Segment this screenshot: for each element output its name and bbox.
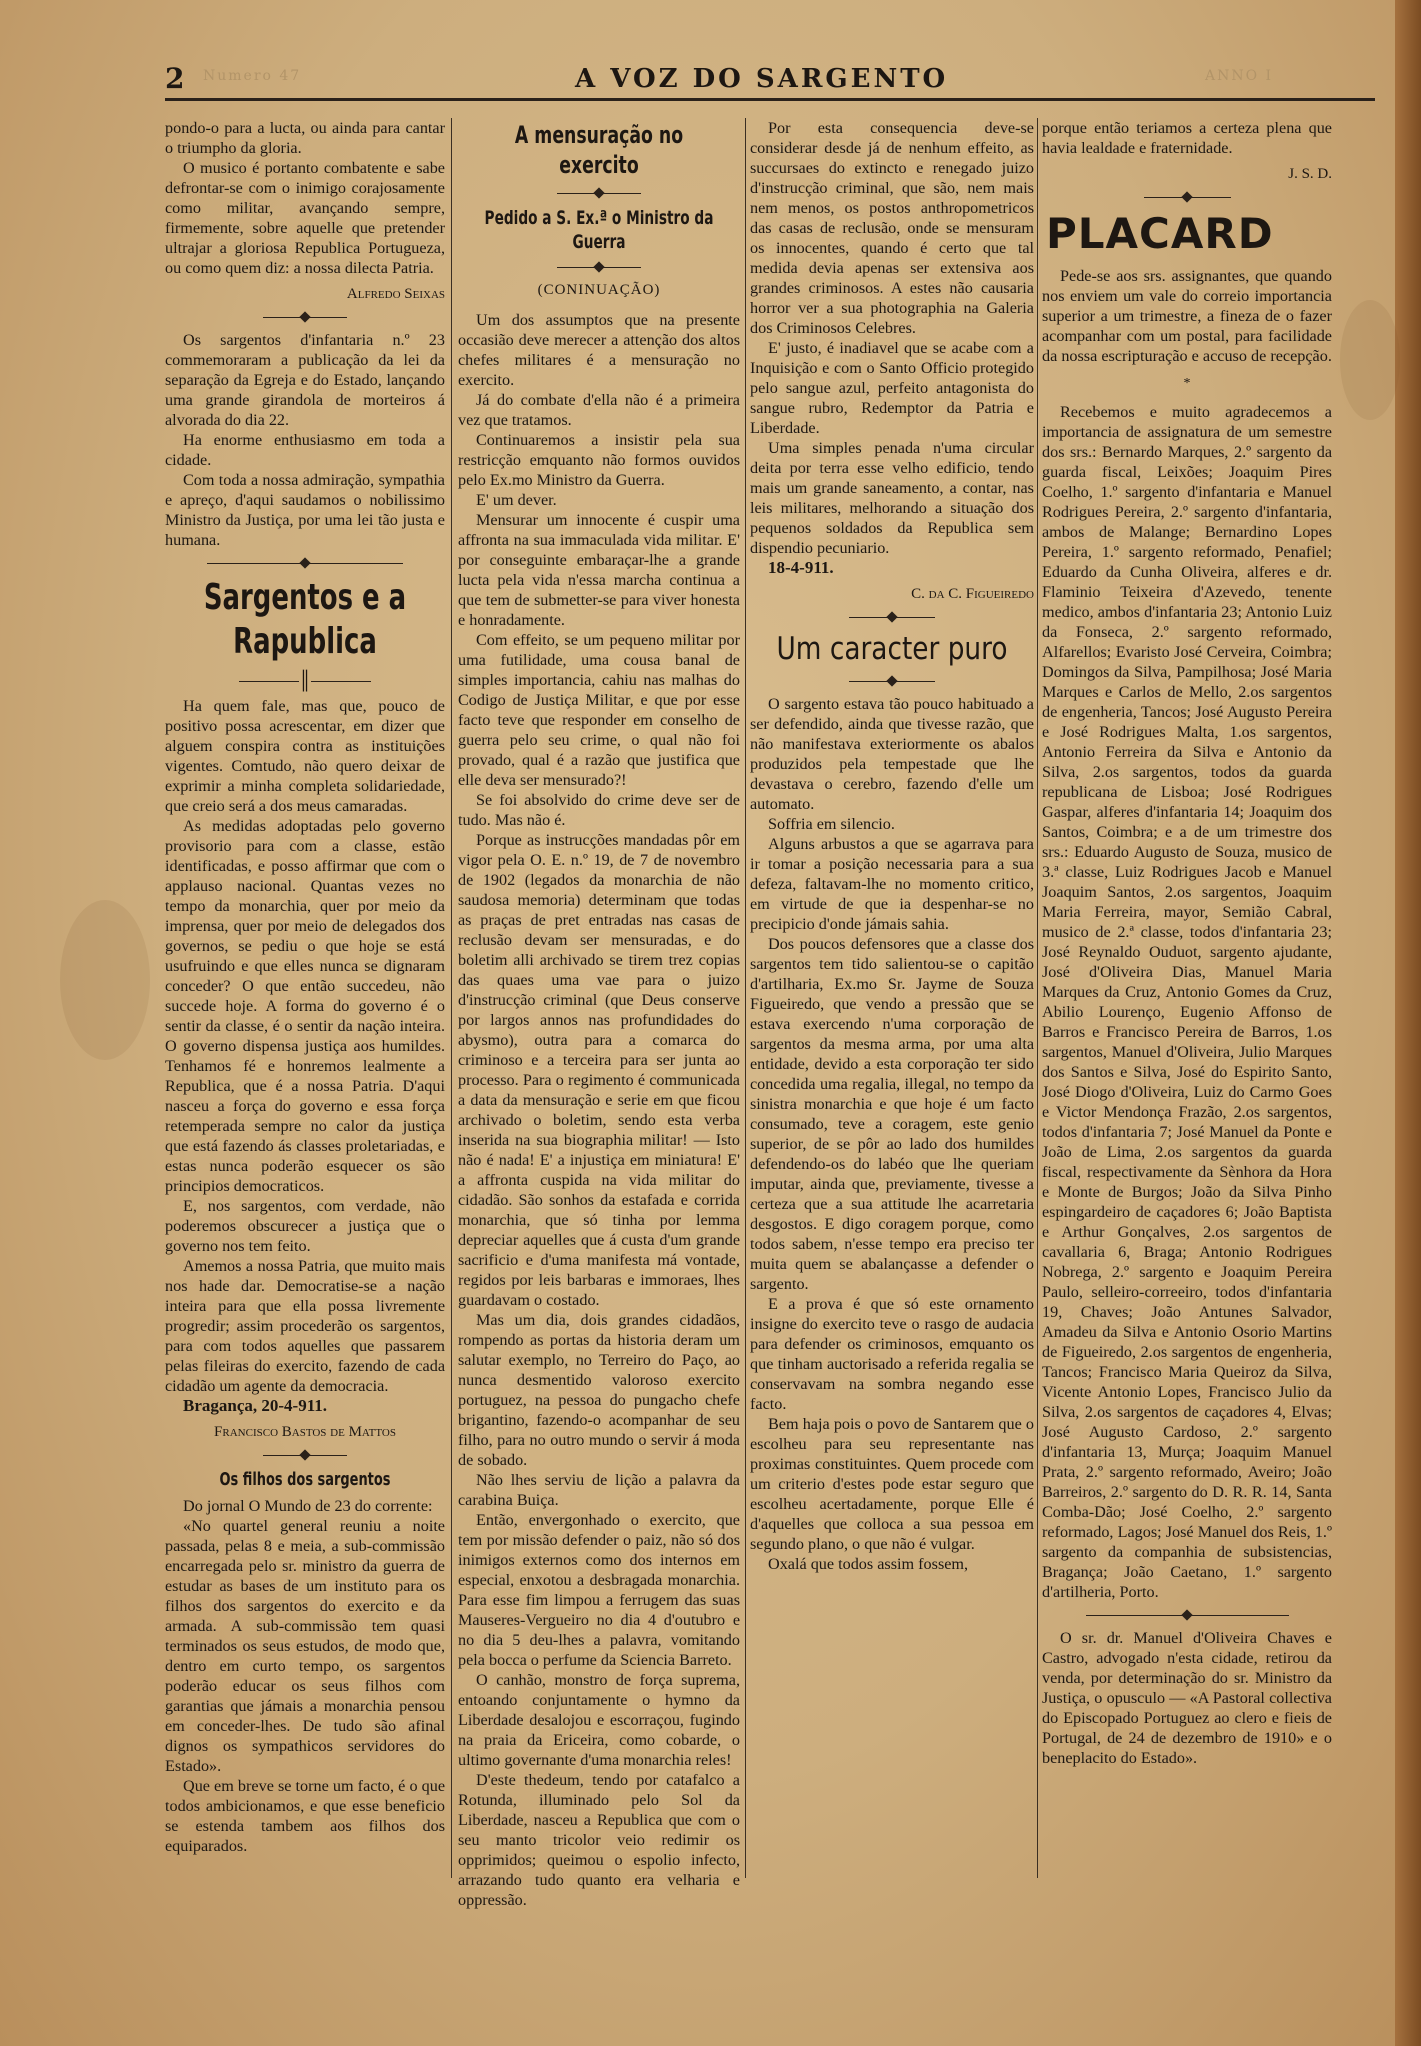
article-subtitle: Pedido a S. Ex.ª o Ministro da Guerra	[484, 207, 714, 253]
paper-stain	[1340, 300, 1400, 420]
paragraph: Ha enorme enthusiasmo em toda a cidade.	[165, 431, 445, 469]
paragraph: E a prova é que só este ornamento insigne do exercito teve o rasgo de audacia para defender os criminosos, emquanto os que tinham auctorisado a referida regalia se conservavam na sombra negando esse facto.	[750, 1295, 1034, 1413]
signature: C. da C. Figueiredo	[911, 586, 1034, 602]
paragraph: Bem haja pois o povo de Santarem que o escolheu para seu representante nas proximas constituintes. Quem procede com um criterio d'estes pode estar seguro que escolheu acertadamente, porque Elle é d'aquelles que colloca a sua pessoa em segundo plano, o que não é vulgar.	[750, 1415, 1034, 1553]
paragraph: Então, envergonhado o exercito, que tem por missão defender o paiz, não só dos inimigos externos como dos internos em especial, enxotou a desbragada monarchia. Para esse fim limpou a ferrugem das suas Mauseres-Vergueiro no dia 4 d'outubro e no dia 5 deu-lhes a palavra, vomitando pela bocca o perfume da Sciencia Barreto.	[458, 1511, 740, 1669]
paragraph: O sargento estava tão pouco habituado a ser defendido, ainda que tivesse razão, que não manifestava exteriormente os abalos produzidos pela tempestade que lhe devastava o cerebro, fazendo d'elle um automato.	[750, 695, 1034, 813]
paragraph: Mensurar um innocente é cuspir uma affronta na sua immaculada vida militar. E' por conseguinte embaraçar-lhe a grande lucta pela vida n'essa marcha continua a que tem de submetter-se para viver honesta e honradamente.	[458, 511, 740, 629]
article-date: 18-4-911.	[768, 558, 834, 577]
paragraph: Recebemos e muito agradecemos a importancia de assignatura de um semestre dos srs.: Bernardo Marques, 2.º sargento da guarda fiscal, Leixões; Joaquim Pires Coelho, 1.º sargento d'infantaria e Manuel Rodrigues Pereira, 2.º sargento d'infantaria, ambos de Malange; Bernardino Lopes Pereira, 1.º sargento reformado, Penafiel; Eduardo da Cunha Oliveira, alferes e dr. Flaminio Teixeira d'Azevedo, tenente medico, ambos d'infantaria 23; Antonio Luiz da Fonseca, 2.º sargento reformado, Alfarellos; Evaristo José Cerveira, Coimbra; Domingos da Silva, Pampilhosa; José Maria Marques e Carlos de Mello, 2.os sargentos de engenheria, Tancos; José Augusto Pereira e José Rodrigues Malta, 1.os sargentos, Antonio Ferreira da Silva e Antonio da Silva, 2.os sargentos, todos da guarda republicana de Lisboa; José Rodrigues Gaspar, alferes d'infantaria 14; Joaquim dos Santos, Coimbra; e a de um trimestre dos srs.: Eduardo Augusto de Souza, musico de 3.ª classe, Luiz Rodrigues Jacob e Manuel Joaquim Santos, 2.os sargentos, Joaquim Maria Ferreira, mayor, Semião Cabral, musico de 2.ª classe, todos d'infantaria 23; José Reynaldo Ouduot, sargento ajudante, José d'Oliveira Dias, Manuel Maria Marques da Cruz, Antonio Gomes da Cruz, Abilio Lourenço, Eugenio Affonso de Barros e Francisco Pereira de Barros, 1.os sargentos, Manuel d'Oliveira, Julio Marques dos Santos e Silva, José do Espirito Santo, José Diogo d'Oliveira, Luiz do Carmo Goes e Victor Mendonça Frazão, 2.os sargentos, todos d'infantaria 7; José Manuel da Ponte e João de Lima, 2.os sargentos da guarda fiscal, respectivamente da Sènhora da Hora e Monte de Burgos; João da Silva Pinho espingardeiro de caçadores 6; João Baptista e Arthur Gonçalves, 2.os sargentos de cavallaria 6, Braga; Antonio Rodrigues Nobrega, 2.º sargento e Joaquim Pereira Paulo, selleiro-correeiro, todos d'infantaria 19, Chaves; João Antunes Salvador, Amadeu da Silva e Antonio Osorio Martins de Figueiredo, 2.os sargentos de engenheria, Tancos; Francisco Maria Queiroz da Silva, Vicente Antonio Lopes, Francisco Julio da Silva, 2.os sargentos de caçadores 4, Elvas; José Augusto Cardoso, 2.º sargento d'infantaria 13, Murça; Joaquim Manuel Prata, 2.º sargento reformado, Aveiro; João Barreiros, 2.º sargento do D. R. R. 14, Santa Comba-Dão; José Coelho, 2.º sargento reformado, Lagos; José Manuel dos Reis, 1.º sargento da companhia de subsistencias, Bragança; João Caetano, 1.º sargento d'artilheria, Porto.	[1042, 403, 1332, 1601]
article-title: Sargentos e a Rapublica	[203, 577, 407, 662]
paragraph: Do jornal O Mundo de 23 do corrente:	[183, 1497, 433, 1515]
separator-ornament	[165, 310, 445, 324]
paragraph: Um dos assumptos que na presente occasião deve merecer a attenção dos altos chefes militares é a mensuração no exercito.	[458, 311, 740, 389]
article-title: A mensuração no exercito	[514, 121, 684, 179]
separator-ornament	[1042, 1608, 1332, 1622]
star-separator: *	[1183, 376, 1191, 391]
paragraph: Os sargentos d'infantaria n.º 23 commemoraram a publicação da lei da separação da Egreja e do Estado, lançando uma grande girandola de morteiros á alvorada do dia 22.	[165, 331, 445, 429]
paragraph: E' um dever.	[476, 491, 557, 509]
paragraph: pondo-o para a lucta, ou ainda para cantar o triumpho da gloria.	[165, 119, 445, 157]
paragraph: Já do combate d'ella não é a primeira vez que tratamos.	[458, 391, 740, 429]
paragraph: Mas um dia, dois grandes cidadãos, rompendo as portas da historia deram um salutar exemplo, no Terreiro do Paço, ao nunca desmentido valoroso exercito portuguez, na pessoa do pungacho chefe brigantino, fazendo-o acompanhar de seu filho, para no outro mundo o servir á moda de sobado.	[458, 1311, 740, 1469]
column-rule	[745, 118, 746, 1878]
column-rule	[451, 118, 452, 1878]
paragraph: Dos poucos defensores que a classe dos sargentos tem tido salientou-se o capitão d'artilharia, Ex.mo Sr. Jayme de Souza Figueiredo, que vendo a pressão que se estava exercendo n'uma corporação de sargentos da mesma arma, por uma alta entidade, devido a esta corporação ter sido concedida uma regalia, illegal, no tempo da sinistra monarchia e que hoje é um facto consumado, teve a coragem, este genio superior, de se pôr ao lado dos humildes defendendo-os do labéo que lhe queriam imputar, ainda que, previamente, tivesse a certeza que a sua attitude lhe acarretaria desgostos. E digo coragem porque, como todos sabem, n'esse tempo era preciso ter muita quem se abalançasse a defender o sargento.	[750, 935, 1034, 1293]
header-rule	[165, 98, 1375, 101]
paragraph: E, nos sargentos, com verdade, não poderemos obscurecer a justiça que o governo nos tem feito.	[165, 1197, 445, 1255]
column-4	[1042, 118, 1332, 2008]
paragraph: Uma simples penada n'uma circular deita por terra esse velho edificio, tendo mais um grande saneamento, a contar, nas leis militares, melhorando a situação dos pequenos soldados da Republica sem dispendio pecuniario.	[750, 439, 1034, 557]
ghost-text: Numero 47	[203, 68, 302, 84]
title-ornament: ║	[165, 670, 445, 690]
paragraph: Com toda a nossa admiração, sympathia e apreço, d'aqui saudamos o nobilissimo Ministro da Justiça, por uma lei tão justa e humana.	[165, 471, 445, 549]
separator-ornament	[165, 556, 445, 570]
separator-ornament	[458, 260, 740, 274]
paragraph: Alguns arbustos a que se agarrava para ir tomar a posição necessaria para a sua defeza, faltavam-lhe no momento critico, em virtude de que ia despenhar-se no precipicio d'onde jámais sahia.	[750, 835, 1034, 933]
paragraph: Soffria em silencio.	[768, 815, 895, 833]
paragraph: Que em breve se torne um facto, é o que todos ambicionamos, e que esse beneficio se estenda tambem aos filhos dos equiparados.	[165, 1777, 445, 1855]
article-title: Os filhos dos sargentos	[219, 1469, 391, 1490]
separator-ornament	[1042, 190, 1332, 204]
paragraph: O musico é portanto combatente e sabe defrontar-se com o inimigo corajosamente como militar, avançando sempre, firmemente, sobre aquelle que pretender ultrajar a gloriosa Republica Portugueza, ou como quem diz: a nossa dilecta Patria.	[165, 159, 445, 277]
section-title: PLACARD	[1046, 209, 1274, 258]
page-header	[165, 62, 1375, 102]
column-2	[458, 118, 740, 2008]
continuation-label: (CONINUAÇÃO)	[537, 282, 661, 298]
paragraph: Ha quem fale, mas que, pouco de positivo possa acrescentar, em dizer que alguem conspira contra as instituições vigentes. Comtudo, não quero deixar de exprimir a minha completa solidariedade, que creio será a dos meus camaradas.	[165, 697, 445, 815]
signature: Alfredo Seixas	[346, 286, 445, 302]
signature: Francisco Bastos de Mattos	[214, 1424, 396, 1440]
paragraph: «No quartel general reuniu a noite passada, pelas 8 e meia, a sub-commissão encarregada pelo sr. ministro da guerra de estudar as bases de um instituto para os filhos dos sargentos do exercito e da armada. A sub-commissão tem quasi terminados os seus estudos, de modo que, dentro em curto tempo, os sargentos poderão educar os seus filhos com garantias que jámais a monarchia pensou em conceder-lhes. De tudo são afinal dignos os sympathicos servidores do Estado».	[165, 1517, 445, 1775]
paragraph: Porque as instrucções mandadas pôr em vigor pela O. E. n.º 19, de 7 de novembro de 1902 (legados da monarchia de não saudosa memoria) determinam que todas as praças de pret entradas nas casas de reclusão devam ser mensuradas, e do boletim alli archivado se tirem trez copias das quaes uma vae para o juizo d'instrucção criminal (que Deus conserve por largos annos nas profundidades do abysmo), outra para a comarca do criminoso e a terceira para ser junta ao processo. Para o regimento é communicada a data da mensuração e serie em que ficou archivado o boletim, sendo esta verba inserida na sua biographia militar! — Isto não é nada! E' a injustiça em miniatura! E' a affronta cuspida na vida militar do cidadão. São sonhos da estafada e corrida monarchia, que só tinha por lemma depreciar aquelles que á custa d'um grande sacrificio e d'uma manifesta má vontade, regidos por leis barbaras e immoraes, lhes guardavam o costado.	[458, 831, 740, 1309]
article-date: Bragança, 20-4-911.	[183, 1396, 328, 1415]
signature: J. S. D.	[1288, 166, 1332, 182]
page-edge	[1395, 0, 1421, 2046]
paragraph: Não lhes serviu de lição a palavra da carabina Buiça.	[458, 1471, 740, 1509]
column-3	[750, 118, 1034, 2008]
paragraph: D'este thedeum, tendo por catafalco a Rotunda, illuminado pelo Sol da Liberdade, nasceu a Republica que com o seu manto tricolor veio redimir os opprimidos; queimou o espolio infecto, arrazando tudo quanto era velharia e oppressão.	[458, 1771, 740, 1909]
paragraph: O canhão, monstro de força suprema, entoando conjuntamente o hymno da Liberdade desalojou e escorraçou, fugindo na praia da Ericeira, como cobarde, o ultimo governante d'uma monarchia reles!	[458, 1671, 740, 1769]
paragraph: Se foi absolvido do crime deve ser de tudo. Mas não é.	[458, 791, 740, 829]
paragraph: Oxalá que todos assim fossem,	[768, 1555, 969, 1573]
paragraph: Pede-se aos srs. assignantes, que quando nos enviem um vale do correio importancia superior a um trimestre, a fineza de o fazer acompanhar com um postal, para facilidade da nossa escripturação e accuso de recepção.	[1042, 267, 1332, 365]
paper-stain	[60, 900, 150, 1060]
separator-ornament	[750, 674, 1034, 688]
article-title: Um caracter puro	[776, 631, 1008, 667]
paragraph: Com effeito, se um pequeno militar por uma futilidade, uma cousa banal de simples importancia, cahiu nas malhas do Codigo de Justiça Militar, e que por esse facto teve que responder em conselho de guerra pelo seu crime, o qual não foi provado, qual é a razão que justifica que elle deva ser mensurado?!	[458, 631, 740, 789]
masthead: A VOZ DO SARGENTO	[575, 64, 949, 94]
paragraph: porque então teriamos a certeza plena que havia lealdade e fraternidade.	[1042, 119, 1332, 157]
paragraph: As medidas adoptadas pelo governo provisorio para com a classe, estão identificadas, e posso affirmar que com o applauso nacional. Quantas vezes no tempo da monarchia, quer por meio da imprensa, quer por meio de delegados dos governos, se pediu o que hoje se está usufruindo e que elles nunca se dignaram conceder? O que então succedeu, não succede hoje. A forma do governo é o sentir da classe, é o sentir da nação inteira. O governo dispensa justiça aos humildes. Tenhamos fé e honremos lealmente a Republica, que é a nossa Patria. D'aqui nasceu a força do governo e essa força retemperada sempre no calor da justiça que está fazendo ás classes proletariadas, e estas nunca poderão esquecer os são principios democraticos.	[165, 817, 445, 1195]
separator-ornament	[458, 186, 740, 200]
page-number: 2	[165, 62, 185, 95]
paragraph: O sr. dr. Manuel d'Oliveira Chaves e Castro, advogado n'esta cidade, retirou da venda, por determinação do sr. Ministro da Justiça, o opusculo — «A Pastoral collectiva do Episcopado Portuguez ao clero e fieis de Portugal, de 24 de dezembro de 1910» e o beneplacito do Estado».	[1042, 1629, 1332, 1767]
column-1	[165, 118, 445, 2008]
paragraph: Continuaremos a insistir pela sua restricção emquanto não formos ouvidos pelo Ex.mo Ministro da Guerra.	[458, 431, 740, 489]
paragraph: Por esta consequencia deve-se considerar desde já de nenhum effeito, as succursaes do extincto e renegado juizo d'instrucção criminal, que são, nem mais nem menos, os postos anthropometricos das casas de reclusão, onde se mensuram os innocentes, quando é certo que tal medida devia apenas ser extensiva aos grandes criminosos. A estes não causaria horror ver a sua photographia na Galeria dos Criminosos Celebres.	[750, 119, 1034, 337]
column-rule	[1037, 118, 1038, 1878]
paragraph: Amemos a nossa Patria, que muito mais nos hade dar. Democratise-se a nação inteira para que ella possa livremente progredir; assim procederão os sargentos, para com todos aquelles que passarem pelas fileiras do exercito, fazendo de cada cidadão um agente da democracia.	[165, 1257, 445, 1395]
ghost-text: ANNO I	[1205, 68, 1274, 84]
separator-ornament	[165, 1448, 445, 1462]
paragraph: E' justo, é inadiavel que se acabe com a Inquisição e com o Santo Officio protegido pelo sangue azul, perfeito antagonista do sangue rubro, Redemptor da Patria e Liberdade.	[750, 339, 1034, 437]
separator-ornament	[750, 610, 1034, 624]
